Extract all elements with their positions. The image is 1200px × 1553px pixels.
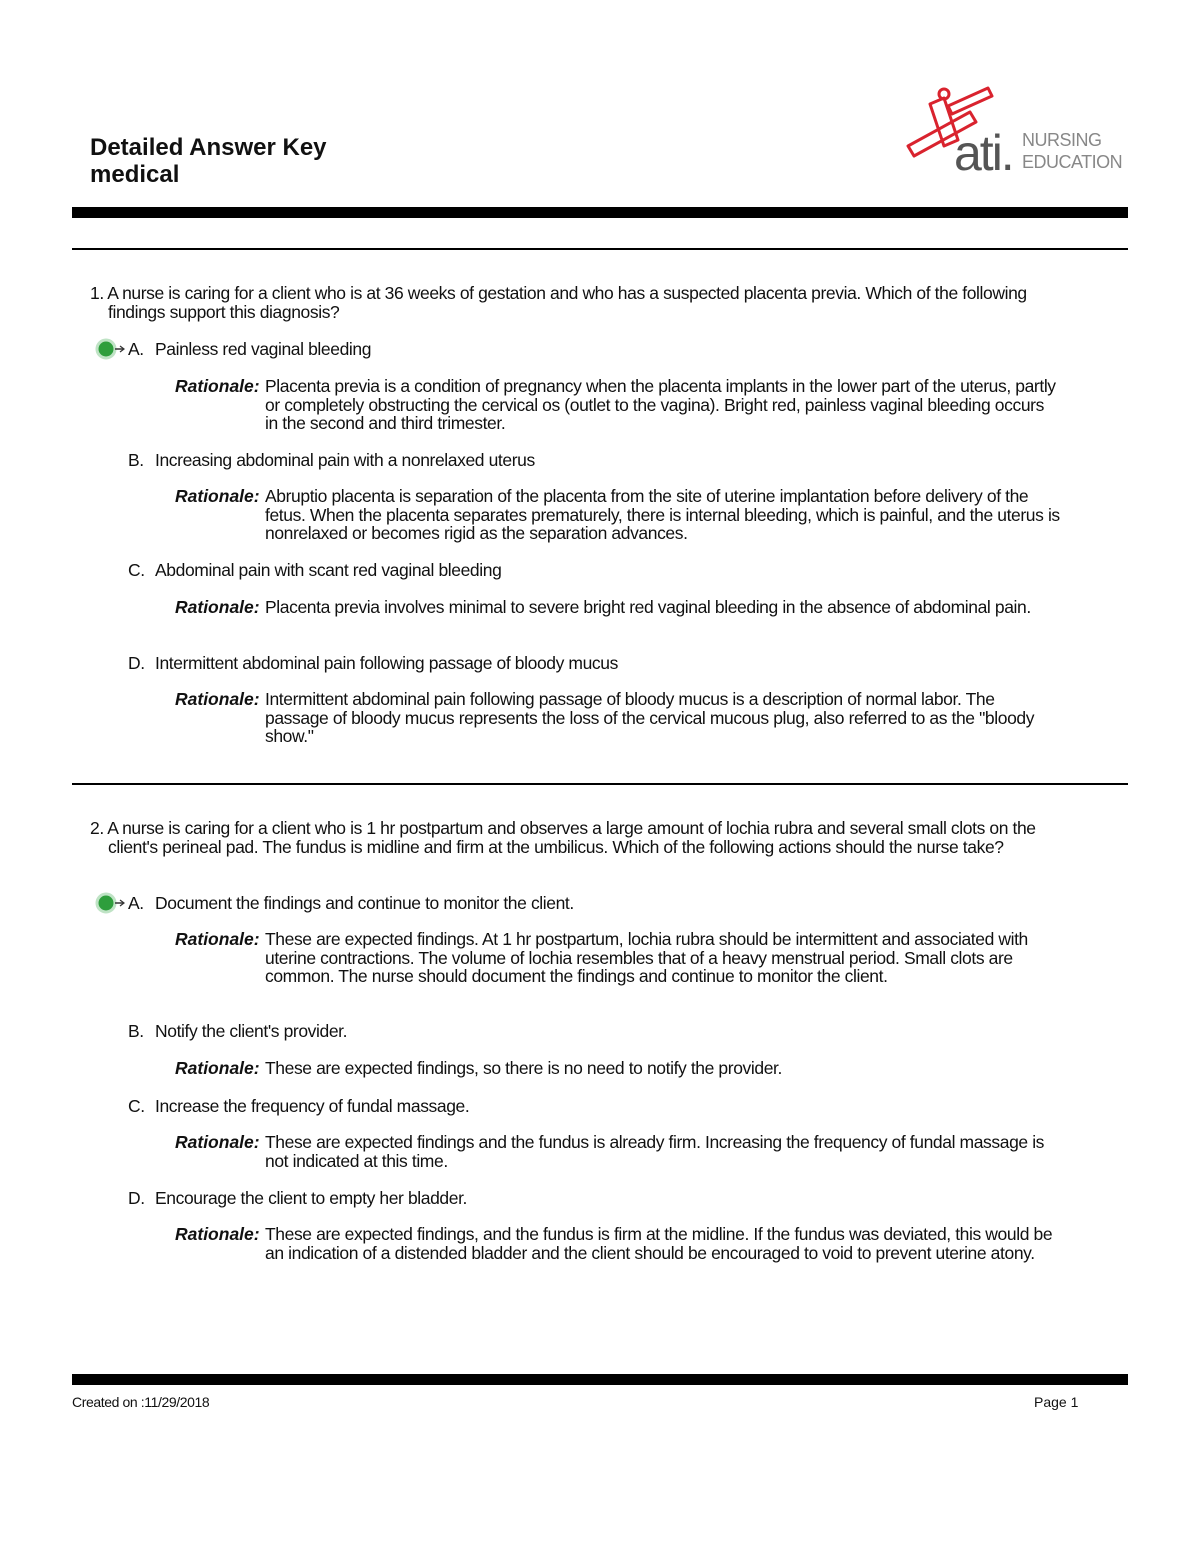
page-number: Page 1 (1034, 1394, 1079, 1410)
rationale-label: Rationale: (175, 1058, 260, 1078)
q1-option-b[interactable] (128, 451, 1068, 470)
ati-figure-logo-icon (900, 84, 1123, 184)
rationale-label: Rationale: (175, 376, 260, 396)
q2-rationale-c (175, 1133, 1060, 1170)
rationale-label: Rationale: (175, 689, 260, 709)
option-letter: B. (128, 1021, 144, 1041)
option-letter: C. (128, 560, 145, 580)
question-1-stem (90, 284, 1050, 322)
option-text: Increasing abdominal pain with a nonrelaxed uterus (155, 450, 535, 470)
rationale-text: These are expected findings and the fundus is already firm. Increasing the frequency of fundal massage is not indicated at this time. (265, 1132, 1045, 1171)
option-letter: D. (128, 1188, 145, 1208)
logo-line1: NURSING (1022, 130, 1102, 150)
ati-logo (900, 84, 1123, 184)
q1-rationale-b (175, 487, 1060, 543)
q2-rationale-a (175, 930, 1060, 986)
option-letter: A. (128, 893, 144, 913)
question-text: A nurse is caring for a client who is 1 hr postpartum and observes a large amount of lochia rubra and several small clots on the client's perineal pad. The fundus is midline and firm at the umbilicus. Which of the following actions should the nurse take? (107, 818, 1036, 857)
question-text: A nurse is caring for a client who is at 36 weeks of gestation and who has a suspected placenta previa. Which of the following findings support this diagnosis? (107, 283, 1027, 322)
created-date: Created on :11/29/2018 (72, 1394, 210, 1410)
option-letter: B. (128, 450, 144, 470)
option-text: Abdominal pain with scant red vaginal bleeding (155, 560, 502, 580)
rationale-label: Rationale: (175, 597, 260, 617)
rationale-text: Placenta previa is a condition of pregnancy when the placenta implants in the lower part of the uterus, partly or completely obstructing the cervical os (outlet to the vagina). Bright red, painless vaginal bleeding occurs in the second and third trimester. (265, 376, 1056, 433)
rationale-text: Abruptio placenta is separation of the placenta from the site of uterine implantation before delivery of the fetus. When the placenta separates prematurely, there is internal bleeding, which is painful, and the uterus is nonrelaxed or becomes rigid as the separation advances. (265, 486, 1060, 543)
rationale-label: Rationale: (175, 1224, 260, 1244)
q1-rationale-a (175, 377, 1060, 433)
question-divider (72, 783, 1128, 785)
rationale-label: Rationale: (175, 1132, 260, 1152)
correct-answer-icon (94, 890, 124, 916)
header-rule-thick (72, 207, 1128, 218)
q2-rationale-d (175, 1225, 1060, 1262)
rationale-text: These are expected findings, and the fundus is firm at the midline. If the fundus was deviated, this would be an indication of a distended bladder and the client should be encouraged to void to prevent uterine atony. (265, 1224, 1053, 1263)
q2-option-d[interactable] (128, 1189, 1068, 1208)
q2-rationale-b (175, 1059, 1060, 1078)
option-letter: A. (128, 339, 144, 359)
title-line-1: Detailed Answer Key (90, 134, 327, 161)
q1-option-a[interactable] (128, 340, 1068, 359)
option-text: Painless red vaginal bleeding (155, 339, 372, 359)
rationale-label: Rationale: (175, 929, 260, 949)
rationale-text: These are expected findings. At 1 hr postpartum, lochia rubra should be intermittent and associated with uterine contractions. The volume of lochia resembles that of a heavy menstrual period. Small clots are common. The nurse should document the findings and continue to monitor the client. (265, 929, 1028, 986)
footer-rule-thick (72, 1374, 1128, 1385)
question-number: 2. (90, 818, 104, 838)
rationale-text: Placenta previa involves minimal to severe bright red vaginal bleeding in the absence of abdominal pain. (265, 597, 1031, 617)
correct-answer-icon (94, 336, 124, 362)
q1-option-c[interactable] (128, 561, 1068, 580)
option-text: Document the findings and continue to monitor the client. (155, 893, 574, 913)
rationale-text: Intermittent abdominal pain following passage of bloody mucus is a description of normal labor. The passage of bloody mucus represents the loss of the cervical mucous plug, also referred to as the "bloody show." (265, 689, 1035, 746)
title-line-2: medical (90, 161, 180, 188)
option-text: Encourage the client to empty her bladder. (155, 1188, 468, 1208)
option-text: Intermittent abdominal pain following passage of bloody mucus (155, 653, 618, 673)
header-rule-thin (72, 248, 1128, 250)
rationale-text: These are expected findings, so there is no need to notify the provider. (265, 1058, 782, 1078)
logo-line2: EDUCATION (1022, 152, 1123, 172)
option-text: Increase the frequency of fundal massage. (155, 1096, 470, 1116)
question-number: 1. (90, 283, 104, 303)
logo-brand: ati. (954, 125, 1013, 181)
q2-option-a[interactable] (128, 894, 1068, 913)
q1-rationale-d (175, 690, 1060, 746)
option-letter: D. (128, 653, 145, 673)
question-2-stem (90, 819, 1050, 857)
page-title (90, 134, 327, 188)
q1-option-d[interactable] (128, 654, 1068, 673)
q1-rationale-c (175, 598, 1060, 617)
option-letter: C. (128, 1096, 145, 1116)
q2-option-c[interactable] (128, 1097, 1068, 1116)
option-text: Notify the client's provider. (155, 1021, 348, 1041)
rationale-label: Rationale: (175, 486, 260, 506)
q2-option-b[interactable] (128, 1022, 1068, 1041)
